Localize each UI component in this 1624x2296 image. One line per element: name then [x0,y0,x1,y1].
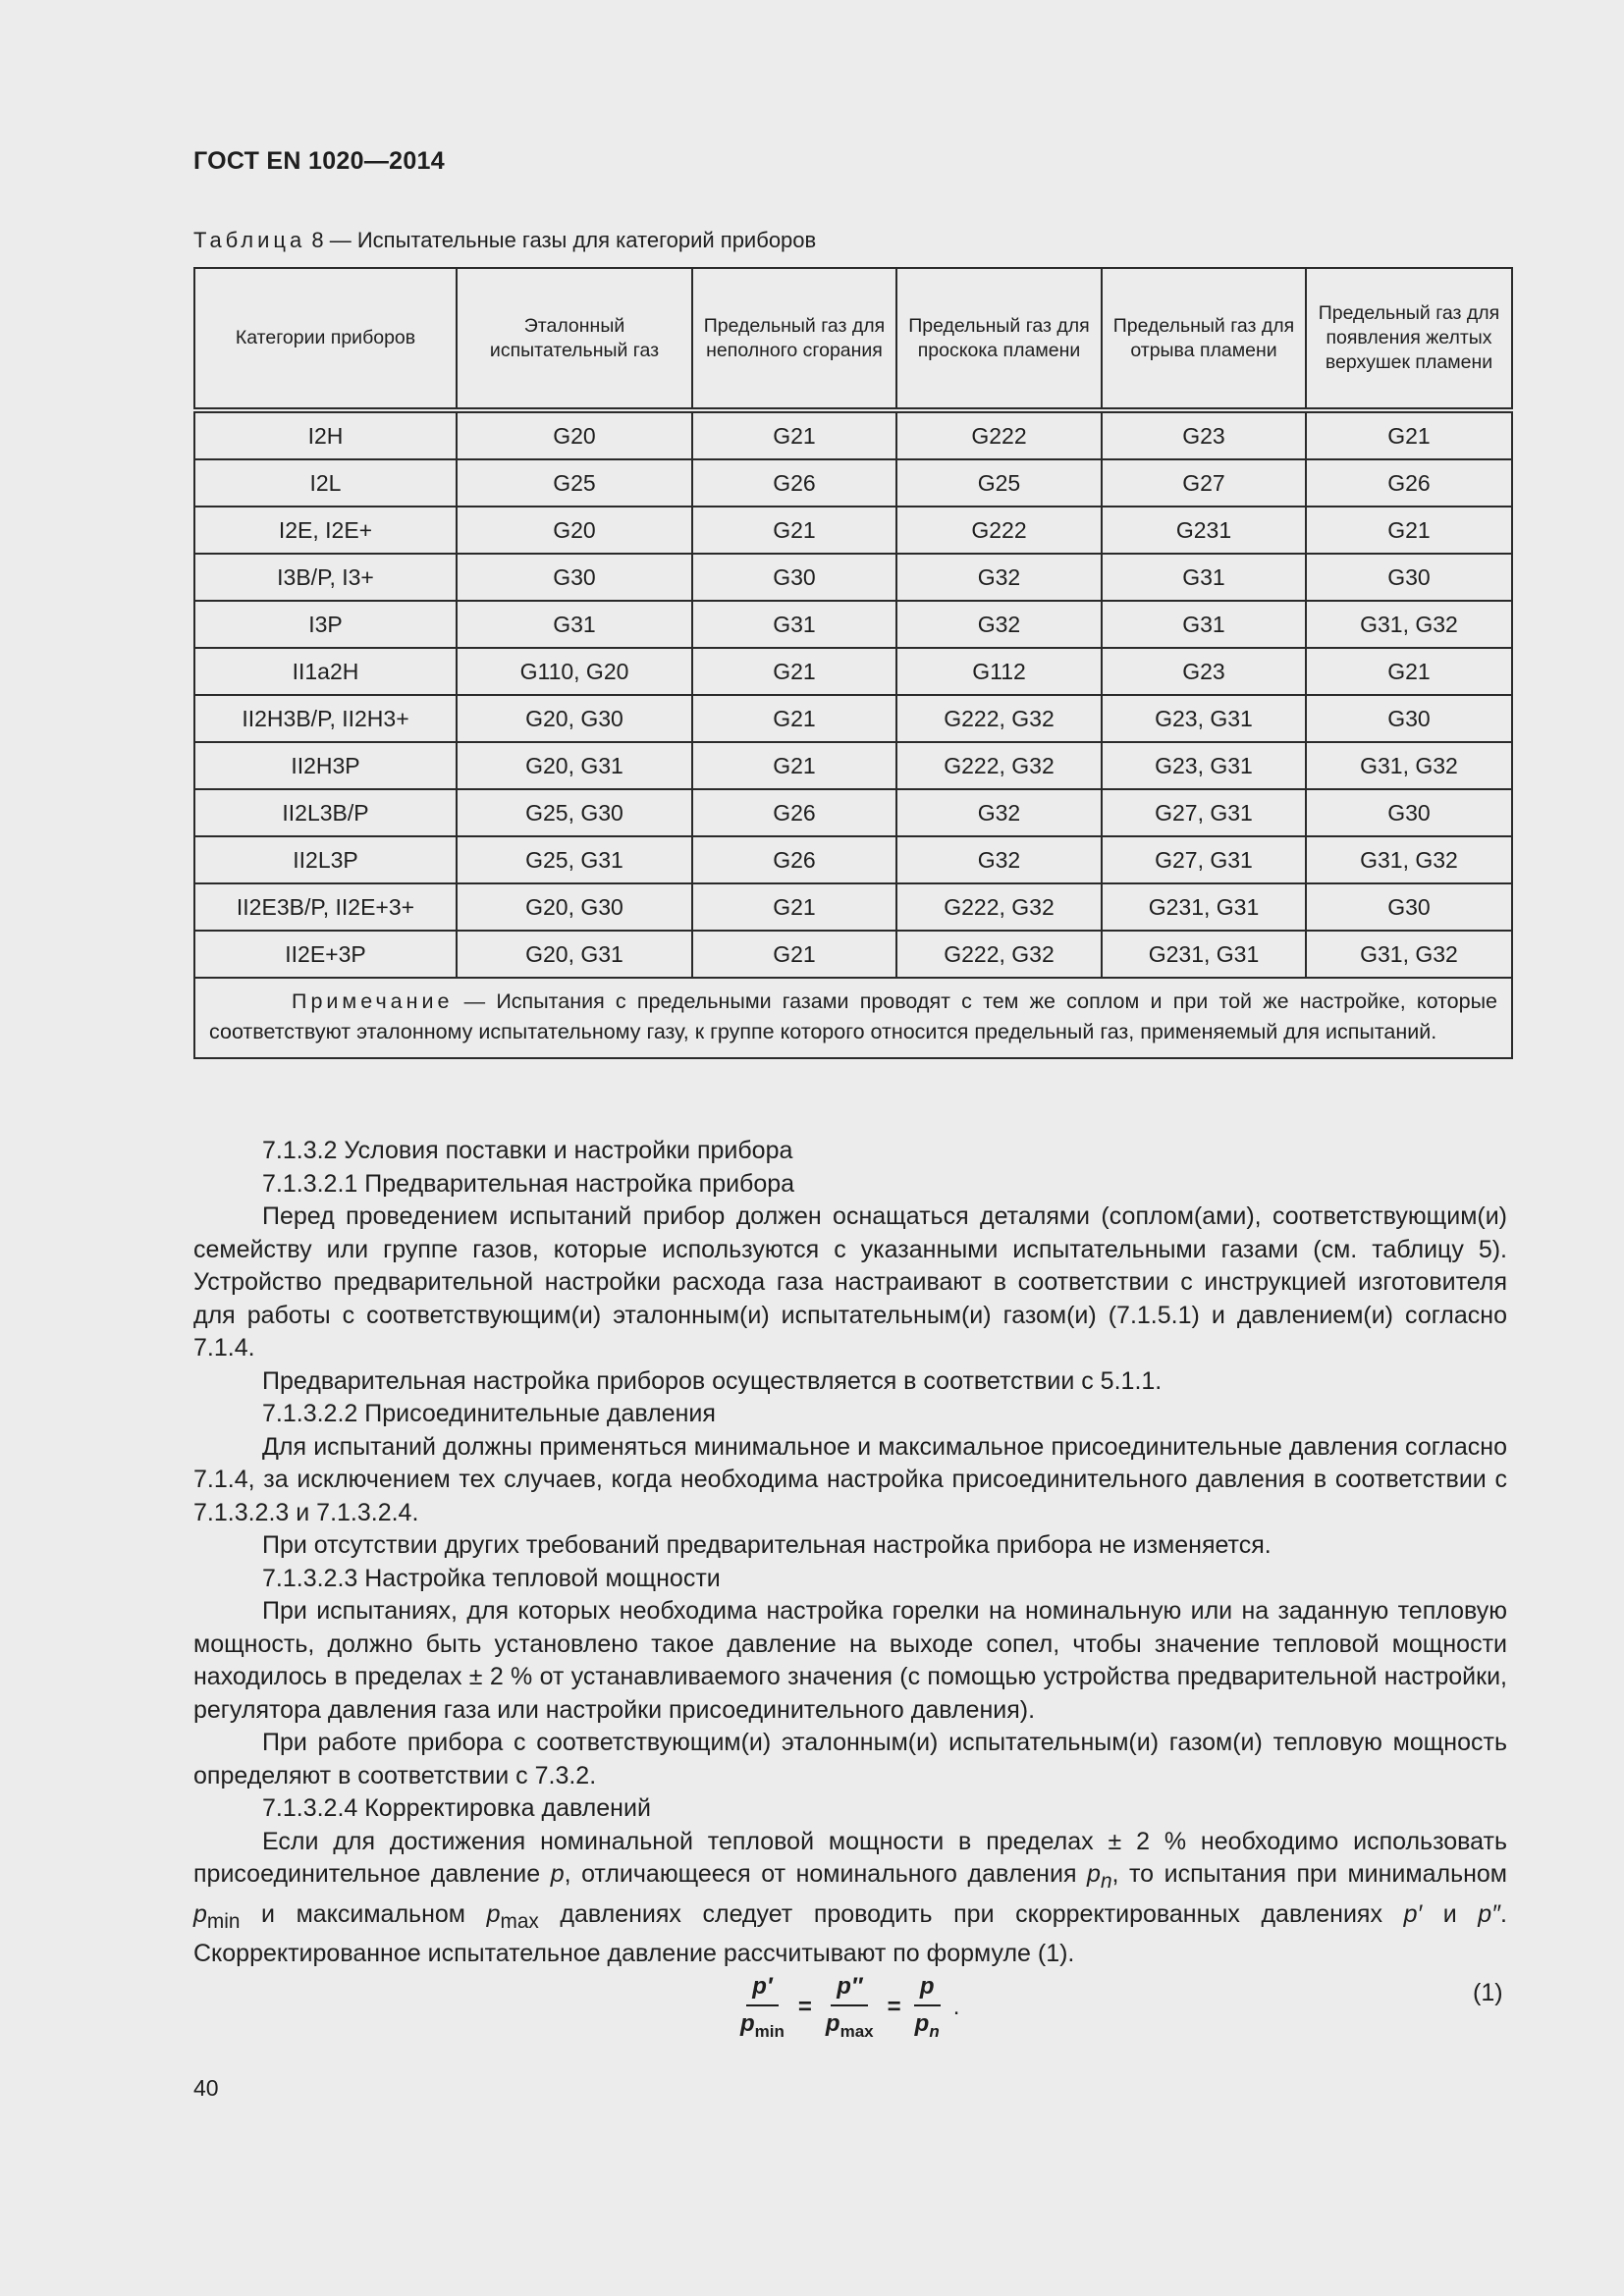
table-cell: G32 [896,601,1102,648]
section-heading: 7.1.3.2 Условия поставки и настройки прибора [262,1137,793,1164]
note-label: Примечание [292,989,454,1013]
table-cell: G21 [692,507,896,554]
table-header-row [194,268,1512,410]
column-header: Категории приборов [194,268,457,410]
table-body [194,410,1512,1058]
table-cell: II2E3B/P, II2E+3+ [194,883,457,931]
page-number: 40 [193,2075,219,2101]
section-heading: 7.1.3.2.4 Корректировка давлений [262,1794,651,1822]
table-cell: G222 [896,507,1102,554]
table-cell: G222, G32 [896,883,1102,931]
column-header: Предельный газ для проскока пламени [896,268,1102,410]
table-cell: G222, G32 [896,931,1102,978]
table-cell: G231, G31 [1102,883,1306,931]
table-note [194,978,1512,1058]
table-cell: G20, G30 [457,883,692,931]
table-row [194,410,1512,459]
table-cell: II2H3P [194,742,457,789]
table-cell: G21 [692,410,896,459]
table-cell: G23, G31 [1102,742,1306,789]
table-cell: G27, G31 [1102,836,1306,883]
section-heading: 7.1.3.2.3 Настройка тепловой мощности [262,1564,721,1592]
table-row [194,789,1512,836]
table-cell: G30 [692,554,896,601]
table-cell: G21 [692,931,896,978]
column-header: Эталонный испытательный газ [457,268,692,410]
table-cell: G23 [1102,648,1306,695]
table-cell: G30 [1306,554,1512,601]
formula: $\frac{p'}{p_{min}}$ = $\frac{p''}{p_{max}}$ = $\frac{p}{p_n}$ . [734,1973,959,2042]
table-cell: G26 [1306,459,1512,507]
table-cell: G20, G31 [457,742,692,789]
table-row [194,883,1512,931]
table-cell: G20, G30 [457,695,692,742]
table-cell: G112 [896,648,1102,695]
table-cell: G31, G32 [1306,742,1512,789]
table-cell: G27, G31 [1102,789,1306,836]
paragraph: При отсутствии других требований предварительная настройка прибора не изменяется. [262,1531,1272,1559]
table-cell: G30 [1306,789,1512,836]
table-cell: G20 [457,507,692,554]
table-row [194,554,1512,601]
table-cell: G25, G30 [457,789,692,836]
table-caption [193,228,816,253]
table-cell: G26 [692,459,896,507]
section-heading: 7.1.3.2.2 Присоединительные давления [262,1400,716,1427]
table-cell: G26 [692,836,896,883]
table-cell: G23 [1102,410,1306,459]
table-cell: G32 [896,554,1102,601]
column-header: Предельный газ для неполного сгорания [692,268,896,410]
column-header: Предельный газ для появления желтых верхушек пламени [1306,268,1512,410]
table-cell: G21 [692,883,896,931]
note-text: — Испытания с предельными газами проводят с тем же соплом и при той же настройке, которые соответствуют эталонному испытательному газу, к группе которого относится предельный газ, применяемый для испытаний. [209,989,1497,1043]
table-cell: G231, G31 [1102,931,1306,978]
table-cell: G110, G20 [457,648,692,695]
table-cell: G30 [1306,695,1512,742]
table-cell: G26 [692,789,896,836]
table-row [194,648,1512,695]
table-caption-text: 8 — Испытательные газы для категорий приборов [311,228,817,252]
table-cell: G25 [896,459,1102,507]
formula-number: (1) [1473,1979,1503,2006]
table-cell: I3B/P, I3+ [194,554,457,601]
table-row [194,836,1512,883]
fraction: $\frac{p'}{p_{min}}$ [740,1973,785,2041]
table-cell: G21 [692,742,896,789]
fraction: $\frac{p}{p_n}$ [914,1973,940,2041]
table-cell: G30 [1306,883,1512,931]
table-cell: G21 [1306,648,1512,695]
table-cell: II1a2H [194,648,457,695]
table-cell: G25, G31 [457,836,692,883]
table-cell: I2H [194,410,457,459]
table-cell: G30 [457,554,692,601]
paragraph: Перед проведением испытаний прибор должен оснащаться деталями (соплом(ами), соответствующим(и) семейству или группе газов, которые используются с указанными испытательными газами (см. таблицу 5). Устройство предварительной настройки расхода газа настраивают в соответствии с инструкцией изготовителя для работы с соответствующим(и) эталонным(и) испытательным(и) газом(и) (7.1.5.1) и давлением(и) согласно 7.1.4. [193,1202,1507,1362]
table-cell: G31, G32 [1306,931,1512,978]
paragraph: Для испытаний должны применяться минимальное и максимальное присоединительные давления согласно 7.1.4, за исключением тех случаев, когда необходима настройка присоединительного давления в соответствии с 7.1.3.2.3 и 7.1.3.2.4. [193,1432,1507,1526]
table-cell: G20 [457,410,692,459]
table-row [194,695,1512,742]
table-cell: G21 [692,695,896,742]
table-row [194,459,1512,507]
table-cell: II2E+3P [194,931,457,978]
table-cell: G32 [896,836,1102,883]
table-cell: G222, G32 [896,742,1102,789]
table-cell: G31 [692,601,896,648]
document-header: ГОСТ EN 1020—2014 [193,147,445,175]
table-cell: G222 [896,410,1102,459]
table-cell: I2L [194,459,457,507]
table-row [194,742,1512,789]
table-cell: I2E, I2E+ [194,507,457,554]
table-cell: G32 [896,789,1102,836]
paragraph: При работе прибора с соответствующим(и) эталонным(и) испытательным(и) газом(и) тепловую мощность определяют в соответствии с 7.3.2. [193,1729,1507,1789]
paragraph: Если для достижения номинальной тепловой мощности в пределах ± 2 % необходимо использовать присоединительное давление p, отличающееся от номинального давления $p_n$, то испытания при минимальном $p_{min}$ и максимальном $p_{max}$ давлениях следует проводить при скорректированных давлениях p′ и p″. Скорректированное испытательное давление рассчитывают по формуле (1). [193,1827,1507,1967]
table-caption-label: Таблица [193,228,306,252]
table-cell: I3P [194,601,457,648]
table-cell: G25 [457,459,692,507]
table-row [194,931,1512,978]
table-cell: II2L3P [194,836,457,883]
table-row [194,507,1512,554]
table-cell: G31, G32 [1306,601,1512,648]
table-cell: G231 [1102,507,1306,554]
table-cell: G20, G31 [457,931,692,978]
table-row [194,601,1512,648]
table-cell: G21 [1306,410,1512,459]
body-text [193,1135,1507,1971]
table-cell: G31 [457,601,692,648]
table-note-row [194,978,1512,1058]
gas-table [193,267,1513,1059]
table-cell: G21 [1306,507,1512,554]
table-cell: G27 [1102,459,1306,507]
table-cell: G31 [1102,601,1306,648]
fraction: $\frac{p''}{p_{max}}$ [825,1973,874,2041]
paragraph: Предварительная настройка приборов осуществляется в соответствии с 5.1.1. [262,1366,1163,1395]
section-heading: 7.1.3.2.1 Предварительная настройка прибора [262,1169,795,1198]
table-cell: II2H3B/P, II2H3+ [194,695,457,742]
paragraph: При испытаниях, для которых необходима настройка горелки на номинальную или на заданную тепловую мощность, должно быть установлено такое давление на выходе сопел, чтобы значение тепловой мощности находилось в пределах ± 2 % от устанавливаемого значения (с помощью устройства предварительной настройки, регулятора давления газа или настройки присоединительного давления). [193,1597,1507,1724]
column-header: Предельный газ для отрыва пламени [1102,268,1306,410]
table-cell: G31 [1102,554,1306,601]
table-cell: G23, G31 [1102,695,1306,742]
table-cell: G31, G32 [1306,836,1512,883]
table-cell: II2L3B/P [194,789,457,836]
table-cell: G21 [692,648,896,695]
table-cell: G222, G32 [896,695,1102,742]
